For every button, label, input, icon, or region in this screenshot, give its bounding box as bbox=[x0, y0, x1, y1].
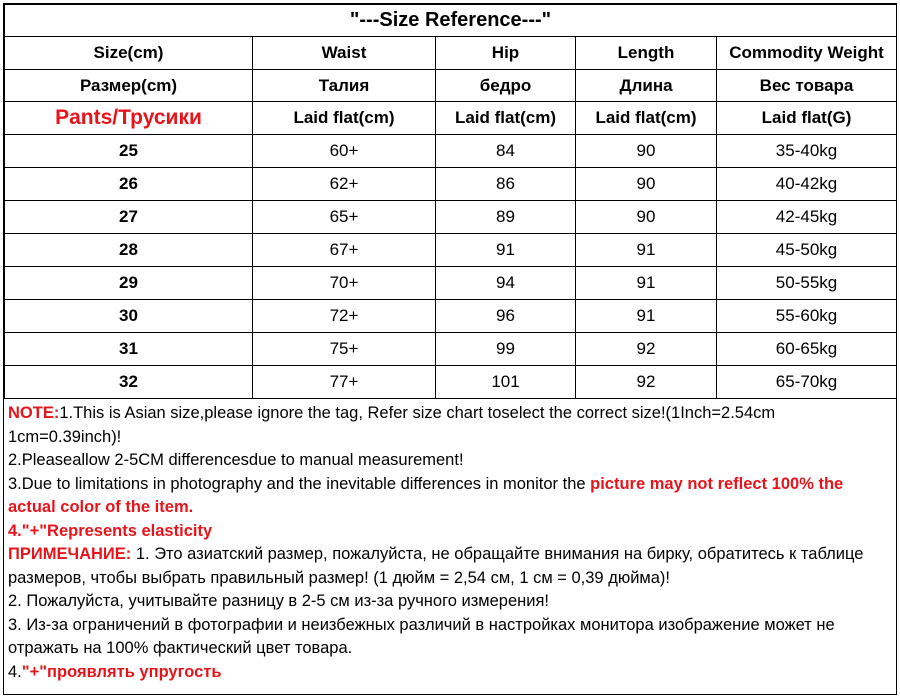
hip-cell: 96 bbox=[436, 300, 576, 333]
size-cell: 32 bbox=[5, 366, 253, 399]
weight-cell: 65-70kg bbox=[717, 366, 897, 399]
note-label: NOTE: bbox=[8, 404, 60, 422]
header-row-ru bbox=[5, 70, 897, 102]
hip-cell: 94 bbox=[436, 267, 576, 300]
header-cell: Размер(cm) bbox=[5, 70, 253, 102]
ru-note-3: 3. Из-за ограничений в фотографии и неизбежных различий в настройках монитора изображение может не отражать на 100% фактический цвет товара. bbox=[8, 615, 835, 657]
header-cell: Длина bbox=[576, 70, 717, 102]
title-row bbox=[5, 5, 897, 37]
header-cell: Laid flat(cm) bbox=[576, 102, 717, 135]
length-cell: 90 bbox=[576, 168, 717, 201]
hip-cell: 86 bbox=[436, 168, 576, 201]
header-cell: Hip bbox=[436, 37, 576, 70]
length-cell: 90 bbox=[576, 135, 717, 168]
header-cell: бедро bbox=[436, 70, 576, 102]
ru-note-4 bbox=[8, 661, 892, 685]
size-cell: 28 bbox=[5, 234, 253, 267]
table-row bbox=[5, 201, 897, 234]
waist-cell: 62+ bbox=[253, 168, 436, 201]
waist-cell: 65+ bbox=[253, 201, 436, 234]
note-3 bbox=[8, 473, 892, 520]
table-row bbox=[5, 366, 897, 399]
size-cell: 29 bbox=[5, 267, 253, 300]
size-cell: 25 bbox=[5, 135, 253, 168]
note-1-text: 1.This is Asian size,please ignore the tag, Refer size chart toselect the correct size!(1Inch=2.54cm 1cm=0.39inch)! bbox=[8, 404, 776, 446]
header-cell: Laid flat(cm) bbox=[436, 102, 576, 135]
ru-note-4-text: "+"проявлять упругость bbox=[21, 662, 222, 681]
header-cell: Size(cm) bbox=[5, 37, 253, 70]
notes-section bbox=[4, 399, 896, 684]
weight-cell: 45-50kg bbox=[717, 234, 897, 267]
waist-cell: 75+ bbox=[253, 333, 436, 366]
length-cell: 91 bbox=[576, 300, 717, 333]
waist-cell: 77+ bbox=[253, 366, 436, 399]
weight-cell: 50-55kg bbox=[717, 267, 897, 300]
size-cell: 26 bbox=[5, 168, 253, 201]
table-row bbox=[5, 267, 897, 300]
size-chart bbox=[3, 3, 897, 695]
header-cell: Вес товара bbox=[717, 70, 897, 102]
ru-note-label: ПРИМЕЧАНИЕ: bbox=[8, 545, 136, 563]
table-row bbox=[5, 168, 897, 201]
note-2: 2.Pleaseallow 2-5CM differencesdue to manual measurement! bbox=[8, 451, 464, 469]
hip-cell: 89 bbox=[436, 201, 576, 234]
hip-cell: 99 bbox=[436, 333, 576, 366]
header-cell: Commodity Weight bbox=[717, 37, 897, 70]
note-1 bbox=[8, 402, 892, 449]
waist-cell: 60+ bbox=[253, 135, 436, 168]
waist-cell: 72+ bbox=[253, 300, 436, 333]
header-cell: Laid flat(G) bbox=[717, 102, 897, 135]
length-cell: 92 bbox=[576, 366, 717, 399]
waist-cell: 70+ bbox=[253, 267, 436, 300]
ru-note-1-text: 1. Это азиатский размер, пожалуйста, не обращайте внимания на бирку, обратитесь к таблице размеров, чтобы выбрать правильный размер! (1 дюйм = 2,54 см, 1 см = 0,39 дюйма)! bbox=[8, 545, 864, 587]
product-type-label: Pants/Трусики bbox=[5, 102, 253, 135]
header-cell: Талия bbox=[253, 70, 436, 102]
ru-note-1 bbox=[8, 543, 892, 590]
length-cell: 91 bbox=[576, 234, 717, 267]
header-row-measure bbox=[5, 102, 897, 135]
ru-note-2: 2. Пожалуйста, учитывайте разницу в 2-5 см из-за ручного измерения! bbox=[8, 592, 550, 610]
weight-cell: 35-40kg bbox=[717, 135, 897, 168]
size-cell: 31 bbox=[5, 333, 253, 366]
size-cell: 27 bbox=[5, 201, 253, 234]
header-cell: Laid flat(cm) bbox=[253, 102, 436, 135]
length-cell: 92 bbox=[576, 333, 717, 366]
note-3-text: 3.Due to limitations in photography and the inevitable differences in monitor the bbox=[8, 474, 591, 493]
note-4: 4."+"Represents elasticity bbox=[8, 521, 213, 540]
weight-cell: 42-45kg bbox=[717, 201, 897, 234]
length-cell: 91 bbox=[576, 267, 717, 300]
table-title: "---Size Reference---" bbox=[5, 5, 897, 37]
table-row bbox=[5, 135, 897, 168]
header-cell: Waist bbox=[253, 37, 436, 70]
weight-cell: 55-60kg bbox=[717, 300, 897, 333]
ru-note-4-number: 4. bbox=[8, 662, 22, 681]
hip-cell: 91 bbox=[436, 234, 576, 267]
header-cell: Length bbox=[576, 37, 717, 70]
size-cell: 30 bbox=[5, 300, 253, 333]
weight-cell: 60-65kg bbox=[717, 333, 897, 366]
table-row bbox=[5, 234, 897, 267]
waist-cell: 67+ bbox=[253, 234, 436, 267]
length-cell: 90 bbox=[576, 201, 717, 234]
note-3-warning: picture may not reflect 100% the actual color of the item. bbox=[8, 474, 844, 516]
weight-cell: 40-42kg bbox=[717, 168, 897, 201]
hip-cell: 101 bbox=[436, 366, 576, 399]
hip-cell: 84 bbox=[436, 135, 576, 168]
size-table bbox=[4, 4, 897, 399]
table-row bbox=[5, 300, 897, 333]
table-row bbox=[5, 333, 897, 366]
header-row-en bbox=[5, 37, 897, 70]
